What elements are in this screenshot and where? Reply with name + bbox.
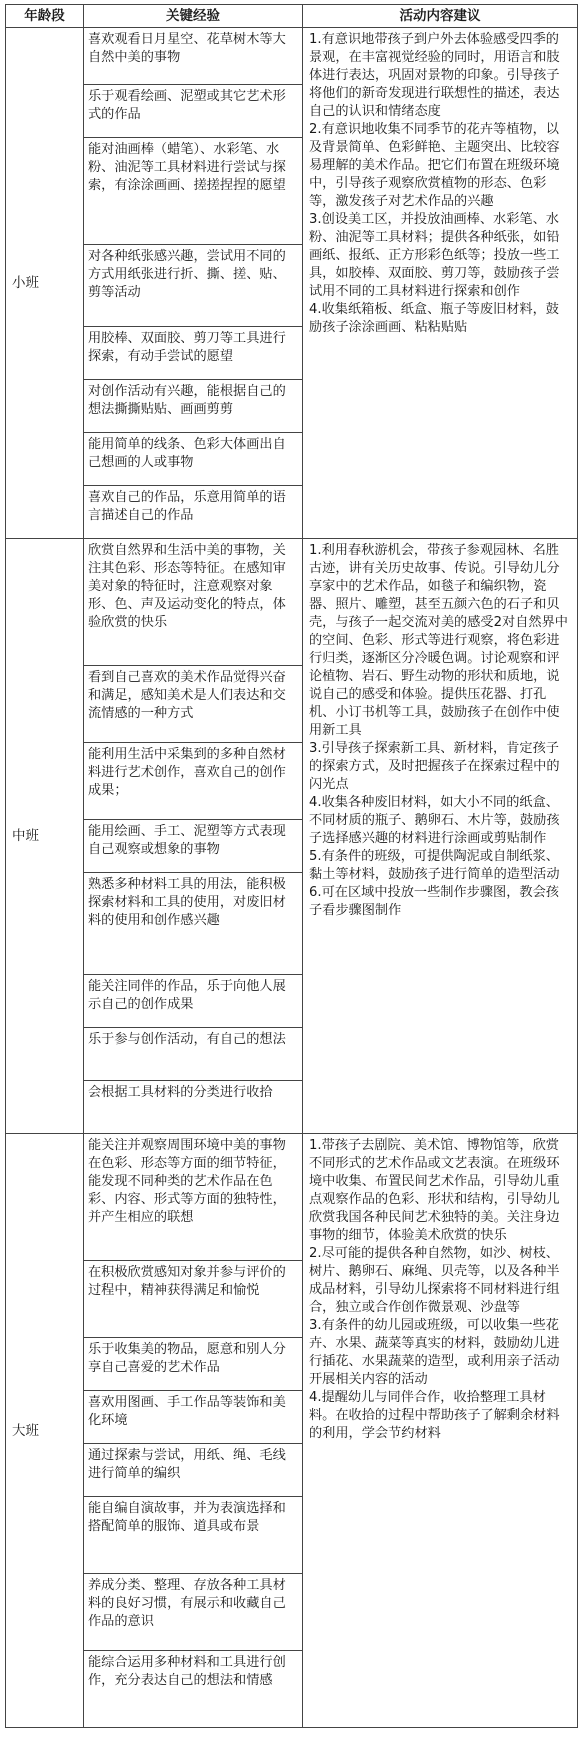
suggestion-item: 3.引导孩子探索新工具、新材料，肯定孩子的探索方式，及时把握孩子在探索过程中的闪光点 bbox=[309, 741, 560, 792]
experience-cell: 喜欢用图画、手工作品等装饰和美化环境 bbox=[84, 1391, 303, 1444]
experience-cell: 能综合运用多种材料和工具进行创作，充分表达自己的想法和情感 bbox=[84, 1651, 303, 1728]
table-row bbox=[6, 1134, 578, 1261]
suggestion-item: 4.收集各种废旧材料，如大小不同的纸盒、不同材质的瓶子、鹅卵石、木片等，鼓励孩子选择感兴趣的材料进行涂画或剪贴制作 bbox=[309, 795, 560, 846]
suggestion-item: 1.有意识地带孩子到户外去体验感受四季的景观，在丰富视觉经验的同时，用语言和肢体进行表达，巩固对景物的印象。引导孩子将他们的新奇发现进行联想性的描述，表达自己的认识和情绪态度 bbox=[309, 32, 560, 119]
experience-cell: 会根据工具材料的分类进行收拾 bbox=[84, 1081, 303, 1134]
experience-cell: 喜欢观看日月星空、花草树木等大自然中美的事物 bbox=[84, 28, 303, 85]
suggestions-cell bbox=[303, 28, 578, 539]
experience-cell: 能利用生活中采集到的多种自然材料进行艺术创作，喜欢自己的创作成果； bbox=[84, 743, 303, 820]
experience-cell: 用胶棒、双面胶、剪刀等工具进行探索，有动手尝试的愿望 bbox=[84, 327, 303, 380]
header-age: 年龄段 bbox=[6, 5, 84, 28]
experience-cell: 能自编自演故事，并为表演选择和搭配简单的服饰、道具或布景 bbox=[84, 1497, 303, 1574]
experience-cell: 乐于参与创作活动，有自己的想法 bbox=[84, 1028, 303, 1081]
experience-cell: 对各种纸张感兴趣，尝试用不同的方式用纸张进行折、撕、搓、贴、剪等活动 bbox=[84, 245, 303, 327]
experience-cell: 在积极欣赏感知对象并参与评价的过程中，精神获得满足和愉悦 bbox=[84, 1261, 303, 1338]
table-row bbox=[6, 28, 578, 85]
experience-cell: 熟悉多种材料工具的用法，能积极探索材料和工具的使用，对废旧材料的使用和创作感兴趣 bbox=[84, 873, 303, 975]
experience-cell: 乐于观看绘画、泥塑或其它艺术形式的作品 bbox=[84, 85, 303, 138]
suggestion-item: 2.有意识地收集不同季节的花卉等植物，以及背景简单、色彩鲜艳、主题突出、比较容易理解的美术作品。把它们布置在班级环境中，引导孩子观察欣赏植物的形态、色彩等，激发孩子对艺术作品的兴趣 bbox=[309, 122, 560, 209]
experience-cell: 喜欢自己的作品，乐意用简单的语言描述自己的作品 bbox=[84, 486, 303, 539]
experience-cell: 能对油画棒（蜡笔）、水彩笔、水粉、油泥等工具材料进行尝试与探索，有涂涂画画、搓搓捏捏的愿望 bbox=[84, 138, 303, 245]
experience-cell: 乐于收集美的物品，愿意和别人分享自己喜爱的艺术作品 bbox=[84, 1338, 303, 1391]
suggestion-item: 4.提醒幼儿与同伴合作，收拾整理工具材料。在收拾的过程中帮助孩子了解剩余材料的利用，学会节约材料 bbox=[309, 1390, 560, 1441]
experience-cell: 能用简单的线条、色彩大体画出自己想画的人或事物 bbox=[84, 433, 303, 486]
suggestion-item: 6.可在区域中投放一些制作步骤图，教会孩子看步骤图制作 bbox=[309, 885, 559, 918]
experience-cell: 养成分类、整理、存放各种工具材料的良好习惯，有展示和收藏自己作品的意识 bbox=[84, 1574, 303, 1651]
age-group-cell: 小班 bbox=[6, 28, 84, 539]
experience-cell: 能关注并观察周围环境中美的事物在色彩、形态等方面的细节特征，能发现不同种类的艺术作品在色彩、内容、形式等方面的独特性，并产生相应的联想 bbox=[84, 1134, 303, 1261]
experience-cell: 通过探索与尝试，用纸、绳、毛线进行简单的编织 bbox=[84, 1444, 303, 1497]
suggestion-item: 2.尽可能的提供各种自然物，如沙、树枝、树片、鹅卵石、麻绳、贝壳等，以及各种半成品材料，引导幼儿探索将不同材料进行组合，独立或合作创作微景观、沙盘等 bbox=[309, 1246, 560, 1315]
suggestions-cell bbox=[303, 539, 578, 1134]
suggestions-cell bbox=[303, 1134, 578, 1728]
age-group-cell: 中班 bbox=[6, 539, 84, 1134]
curriculum-table bbox=[5, 4, 578, 1728]
suggestion-item: 5.有条件的班级，可提供陶泥或自制纸浆、黏土等材料，鼓励孩子进行简单的造型活动 bbox=[309, 849, 560, 882]
experience-cell: 能关注同伴的作品，乐于向他人展示自己的创作成果 bbox=[84, 975, 303, 1028]
experience-cell: 看到自己喜欢的美术作品觉得兴奋和满足，感知美术是人们表达和交流情感的一种方式 bbox=[84, 666, 303, 743]
suggestion-item: 3.有条件的幼儿园或班级，可以收集一些花卉、水果、蔬菜等真实的材料，鼓励幼儿进行插花、水果蔬菜的造型，或利用亲子活动开展相关内容的活动 bbox=[309, 1318, 560, 1387]
experience-cell: 能用绘画、手工、泥塑等方式表现自己观察或想象的事物 bbox=[84, 820, 303, 873]
header-row bbox=[6, 5, 578, 28]
header-experience: 关键经验 bbox=[84, 5, 303, 28]
suggestion-item: 3.创设美工区，并投放油画棒、水彩笔、水粉、油泥等工具材料；提供各种纸张，如铅画纸、报纸、正方形彩色纸等；投放一些工具，如胶棒、双面胶、剪刀等，鼓励孩子尝试用不同的工具材料进行探索和创作 bbox=[309, 212, 560, 299]
experience-cell: 欣赏自然界和生活中美的事物，关注其色彩、形态等特征。在感知审美对象的特征时，注意观察对象形、色、声及运动变化的特点，体验欣赏的快乐 bbox=[84, 539, 303, 666]
table-row bbox=[6, 539, 578, 666]
experience-cell: 对创作活动有兴趣，能根据自己的想法撕撕贴贴、画画剪剪 bbox=[84, 380, 303, 433]
suggestion-item: 1.带孩子去剧院、美术馆、博物馆等，欣赏不同形式的艺术作品或文艺表演。在班级环境中收集、布置民间艺术作品，引导幼儿重点观察作品的色彩、形状和结构，引导幼儿欣赏我国各种民间艺术独特的美。关注身边事物的细节，体验美术欣赏的快乐 bbox=[309, 1138, 560, 1243]
suggestion-item: 4.收集纸箱板、纸盒、瓶子等废旧材料，鼓励孩子涂涂画画、粘粘贴贴 bbox=[309, 302, 559, 335]
header-suggestions: 活动内容建议 bbox=[303, 5, 578, 28]
suggestion-item: 1.利用春秋游机会，带孩子参观园林、名胜古迹，讲有关历史故事、传说。引导幼儿分享家中的艺术作品，如毯子和编织物，瓷器、照片、雕塑，甚至五颜六色的石子和贝壳，与孩子一起交流对美的感受2对自然界中的空间、色彩、形式等进行观察，将色彩进行归类，逐渐区分冷暖色调。讨论观察和评论植物、岩石、野生动物的形状和质地，说说自己的感受和体验。提供压花器、打孔机、小订书机等工具，鼓励孩子在创作中使用新工具 bbox=[309, 543, 568, 738]
age-group-cell: 大班 bbox=[6, 1134, 84, 1728]
